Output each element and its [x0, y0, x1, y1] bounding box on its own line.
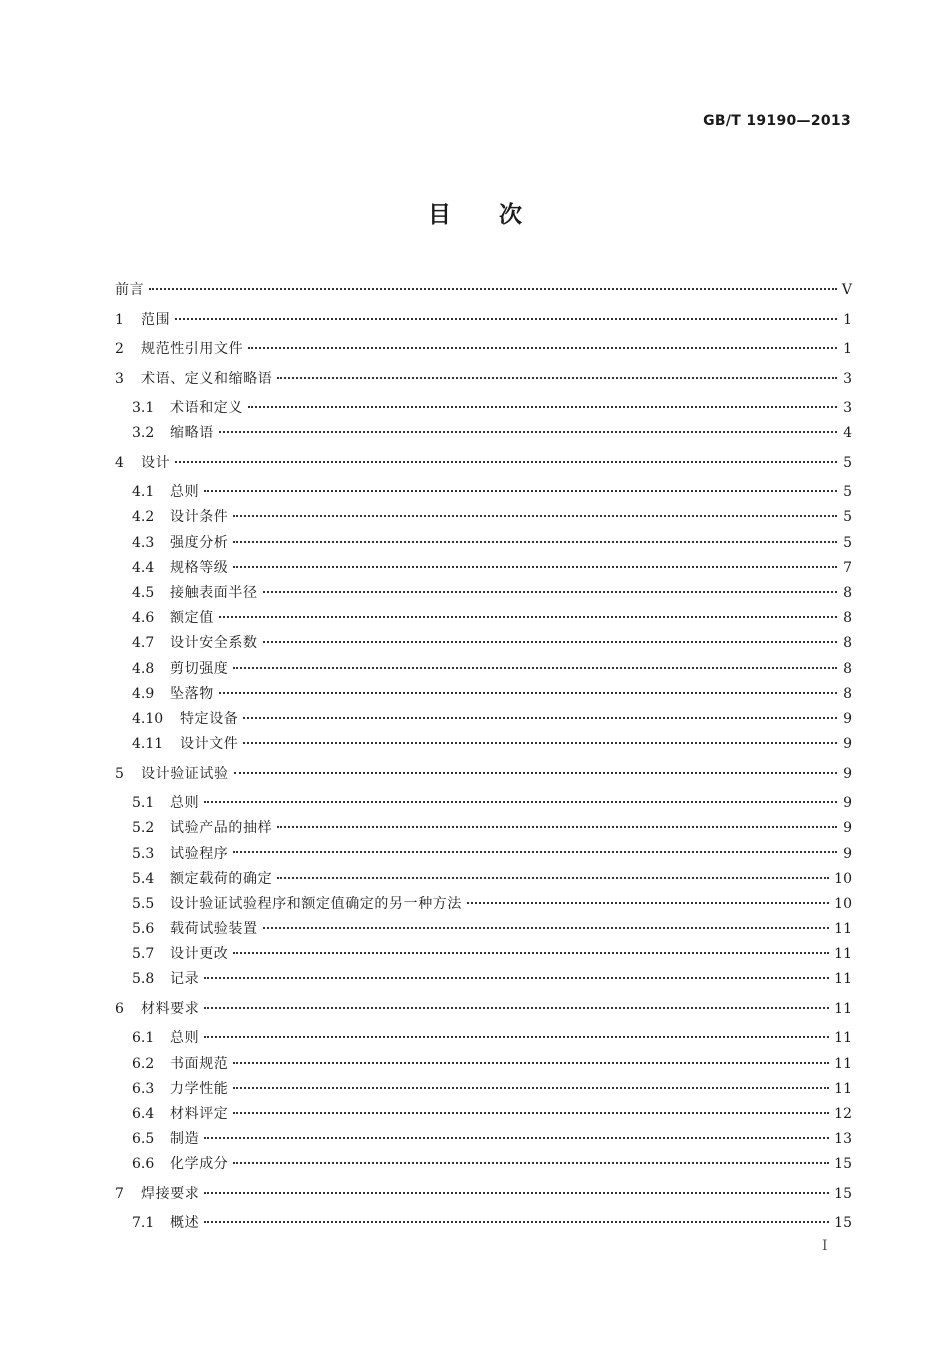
toc-entry-label: 设计更改	[170, 946, 229, 963]
dot-leader	[204, 976, 829, 979]
dot-leader	[219, 430, 837, 433]
dot-leader	[263, 640, 837, 643]
toc-entry-number: 4.1	[132, 484, 155, 501]
dot-leader	[233, 1161, 829, 1164]
toc-entry-number: 5.5	[132, 895, 155, 912]
dot-leader	[277, 825, 837, 828]
toc-entry-number: 4.5	[132, 585, 155, 602]
toc-entry[interactable]	[115, 837, 852, 862]
dot-leader	[243, 716, 837, 719]
toc-entry-page: 9	[843, 820, 852, 837]
toc-entry-label: 剪切强度	[170, 660, 229, 677]
toc-entry-number: 6.5	[132, 1131, 155, 1148]
dot-leader	[204, 1006, 829, 1009]
toc-entry-number: 4	[115, 454, 124, 471]
toc-entry-number: 1	[115, 311, 124, 328]
table-of-contents	[115, 274, 852, 1232]
toc-entry-label: 试验产品的抽样	[170, 820, 273, 837]
toc-entry-label: 记录	[170, 971, 200, 988]
toc-entry[interactable]	[115, 1148, 852, 1173]
dot-leader	[233, 850, 837, 853]
toc-entry[interactable]	[115, 1098, 852, 1123]
dot-leader	[204, 1136, 829, 1139]
toc-entry-number: 4.8	[132, 660, 155, 677]
dot-leader	[234, 771, 837, 774]
toc-entry-label: 额定载荷的确定	[170, 870, 273, 887]
dot-leader	[204, 489, 837, 492]
toc-entry-label: 术语、定义和缩略语	[141, 370, 273, 387]
dot-leader	[233, 951, 829, 954]
dot-leader	[233, 666, 837, 669]
toc-entry-page: 11	[834, 921, 852, 938]
toc-entry[interactable]	[115, 913, 852, 938]
dot-leader	[243, 741, 837, 744]
toc-entry-number: 4.2	[132, 509, 155, 526]
toc-entry-page: V	[841, 282, 852, 299]
toc-entry-number: 4.4	[132, 559, 155, 576]
dot-leader	[263, 590, 837, 593]
toc-entry-number: 4.7	[132, 635, 155, 652]
toc-entry-page: 9	[843, 845, 852, 862]
toc-entry-number: 5.8	[132, 971, 155, 988]
dot-leader	[219, 691, 837, 694]
toc-entry-label: 材料评定	[170, 1105, 229, 1122]
dot-leader	[149, 287, 837, 290]
toc-entry-label: 总则	[170, 484, 200, 501]
page-title: 目次	[428, 202, 570, 228]
toc-entry-number: 6.2	[132, 1055, 155, 1072]
toc-entry-number: 5.4	[132, 870, 155, 887]
toc-entry[interactable]	[115, 1123, 852, 1148]
toc-entry-number: 6.6	[132, 1156, 155, 1173]
toc-entry[interactable]	[115, 476, 852, 501]
toc-entry-page: 11	[834, 1080, 852, 1097]
toc-entry-label: 总则	[170, 795, 200, 812]
dot-leader	[233, 1111, 829, 1114]
toc-entry[interactable]	[115, 1073, 852, 1098]
toc-entry-number: 6.1	[132, 1030, 155, 1047]
dot-leader	[467, 901, 829, 904]
toc-entry-label: 制造	[170, 1131, 200, 1148]
toc-entry[interactable]	[115, 1178, 852, 1203]
toc-entry-page: 11	[834, 1030, 852, 1047]
toc-entry-number: 6.4	[132, 1105, 155, 1122]
toc-entry-number: 5.3	[132, 845, 155, 862]
toc-entry-label: 概述	[170, 1215, 200, 1232]
toc-entry[interactable]	[115, 602, 852, 627]
toc-entry-label: 缩略语	[170, 425, 214, 442]
toc-entry-page: 11	[834, 946, 852, 963]
toc-entry-page: 11	[834, 1055, 852, 1072]
toc-entry-label: 化学成分	[170, 1156, 229, 1173]
toc-entry-label: 前言	[115, 282, 145, 299]
dot-leader	[248, 405, 837, 408]
toc-entry[interactable]	[115, 417, 852, 442]
toc-entry-label: 设计文件	[180, 736, 239, 753]
toc-entry-page: 8	[843, 610, 852, 627]
toc-entry-number: 4.3	[132, 534, 155, 551]
dot-leader	[233, 565, 837, 568]
toc-entry-number: 2	[115, 341, 124, 358]
toc-entry[interactable]	[115, 678, 852, 703]
dot-leader	[233, 1061, 829, 1064]
toc-entry-page: 3	[843, 400, 852, 417]
toc-entry-number: 3.2	[132, 425, 155, 442]
toc-entry-page: 9	[843, 736, 852, 753]
page-number: I	[822, 1238, 828, 1254]
toc-entry-number: 5.7	[132, 946, 155, 963]
toc-entry[interactable]	[115, 1207, 852, 1232]
toc-entry[interactable]	[115, 447, 852, 472]
dot-leader	[263, 926, 830, 929]
toc-entry-number: 4.11	[132, 736, 164, 753]
toc-entry[interactable]	[115, 362, 852, 387]
dot-leader	[204, 800, 837, 803]
toc-entry[interactable]	[115, 888, 852, 913]
dot-leader	[277, 376, 837, 379]
toc-entry-label: 载荷试验装置	[170, 921, 258, 938]
toc-entry-page: 5	[843, 509, 852, 526]
toc-entry-label: 材料要求	[141, 1000, 200, 1017]
toc-entry-label: 设计条件	[170, 509, 229, 526]
toc-entry-page: 9	[843, 765, 852, 782]
dot-leader	[204, 1220, 829, 1223]
toc-entry-label: 设计	[141, 454, 171, 471]
dot-leader	[248, 346, 837, 349]
toc-entry-page: 4	[843, 425, 852, 442]
toc-entry-number: 5.6	[132, 921, 155, 938]
toc-entry-label: 设计验证试验	[141, 765, 229, 782]
toc-entry-label: 总则	[170, 1030, 200, 1047]
toc-entry-page: 3	[843, 370, 852, 387]
toc-entry-number: 5.1	[132, 795, 155, 812]
toc-entry[interactable]	[115, 526, 852, 551]
toc-entry-label: 接触表面半径	[170, 585, 258, 602]
toc-entry-page: 1	[843, 341, 852, 358]
toc-entry-label: 试验程序	[170, 845, 229, 862]
toc-entry[interactable]	[115, 728, 852, 753]
toc-entry-page: 8	[843, 585, 852, 602]
dot-leader	[175, 460, 837, 463]
toc-entry-page: 11	[834, 971, 852, 988]
dot-leader	[219, 615, 837, 618]
toc-entry-number: 4.10	[132, 710, 164, 727]
toc-entry-page: 8	[843, 635, 852, 652]
toc-entry-page: 11	[834, 1000, 852, 1017]
toc-entry-number: 6.3	[132, 1080, 155, 1097]
toc-entry-label: 力学性能	[170, 1080, 229, 1097]
toc-entry-page: 10	[834, 870, 852, 887]
toc-entry-page: 5	[843, 454, 852, 471]
toc-entry-label: 坠落物	[170, 685, 214, 702]
dot-leader	[233, 1086, 829, 1089]
toc-entry[interactable]	[115, 552, 852, 577]
toc-entry-label: 书面规范	[170, 1055, 229, 1072]
toc-entry-number: 4.6	[132, 610, 155, 627]
toc-entry-page: 15	[834, 1215, 852, 1232]
toc-entry[interactable]	[115, 993, 852, 1018]
toc-entry-page: 15	[834, 1185, 852, 1202]
toc-entry-number: 5.2	[132, 820, 155, 837]
dot-leader	[204, 1035, 829, 1038]
toc-entry[interactable]	[115, 303, 852, 328]
toc-entry-page: 7	[843, 559, 852, 576]
toc-entry-page: 9	[843, 710, 852, 727]
toc-entry-label: 特定设备	[180, 710, 239, 727]
dot-leader	[233, 514, 837, 517]
toc-entry-label: 设计验证试验程序和额定值确定的另一种方法	[170, 895, 462, 912]
toc-entry-page: 1	[843, 311, 852, 328]
toc-entry-number: 7.1	[132, 1215, 155, 1232]
toc-entry[interactable]	[115, 757, 852, 782]
toc-entry[interactable]	[115, 703, 852, 728]
toc-entry-number: 3.1	[132, 400, 155, 417]
toc-entry[interactable]	[115, 963, 852, 988]
toc-entry-label: 术语和定义	[170, 400, 243, 417]
toc-entry-label: 额定值	[170, 610, 214, 627]
toc-entry[interactable]	[115, 1047, 852, 1072]
dot-leader	[233, 540, 837, 543]
toc-entry-number: 7	[115, 1185, 124, 1202]
dot-leader	[277, 876, 829, 879]
toc-entry-label: 规格等级	[170, 559, 229, 576]
toc-entry[interactable]	[115, 938, 852, 963]
toc-entry-page: 8	[843, 660, 852, 677]
toc-entry-label: 焊接要求	[141, 1185, 200, 1202]
toc-entry[interactable]	[115, 577, 852, 602]
dot-leader	[204, 1191, 829, 1194]
toc-entry-label: 设计安全系数	[170, 635, 258, 652]
toc-entry-number: 6	[115, 1000, 124, 1017]
toc-entry[interactable]	[115, 501, 852, 526]
toc-entry-label: 规范性引用文件	[141, 341, 244, 358]
toc-entry-page: 15	[834, 1156, 852, 1173]
toc-entry-number: 5	[115, 765, 124, 782]
toc-entry[interactable]	[115, 787, 852, 812]
toc-entry[interactable]	[115, 812, 852, 837]
dot-leader	[175, 317, 837, 320]
toc-entry-page: 5	[843, 534, 852, 551]
toc-entry-page: 8	[843, 685, 852, 702]
toc-entry-label: 范围	[141, 311, 171, 328]
toc-entry[interactable]	[115, 392, 852, 417]
toc-entry-page: 13	[834, 1131, 852, 1148]
toc-entry-label: 强度分析	[170, 534, 229, 551]
toc-entry-page: 5	[843, 484, 852, 501]
toc-entry[interactable]	[115, 863, 852, 888]
toc-entry[interactable]	[115, 627, 852, 652]
toc-entry-page: 9	[843, 795, 852, 812]
toc-entry[interactable]	[115, 333, 852, 358]
toc-entry-number: 4.9	[132, 685, 155, 702]
toc-entry[interactable]	[115, 1022, 852, 1047]
standard-code: GB/T 19190—2013	[703, 113, 851, 129]
toc-entry-page: 10	[834, 895, 852, 912]
toc-entry[interactable]	[115, 274, 852, 299]
toc-entry-number: 3	[115, 370, 124, 387]
toc-entry-page: 12	[834, 1105, 852, 1122]
toc-entry[interactable]	[115, 652, 852, 677]
